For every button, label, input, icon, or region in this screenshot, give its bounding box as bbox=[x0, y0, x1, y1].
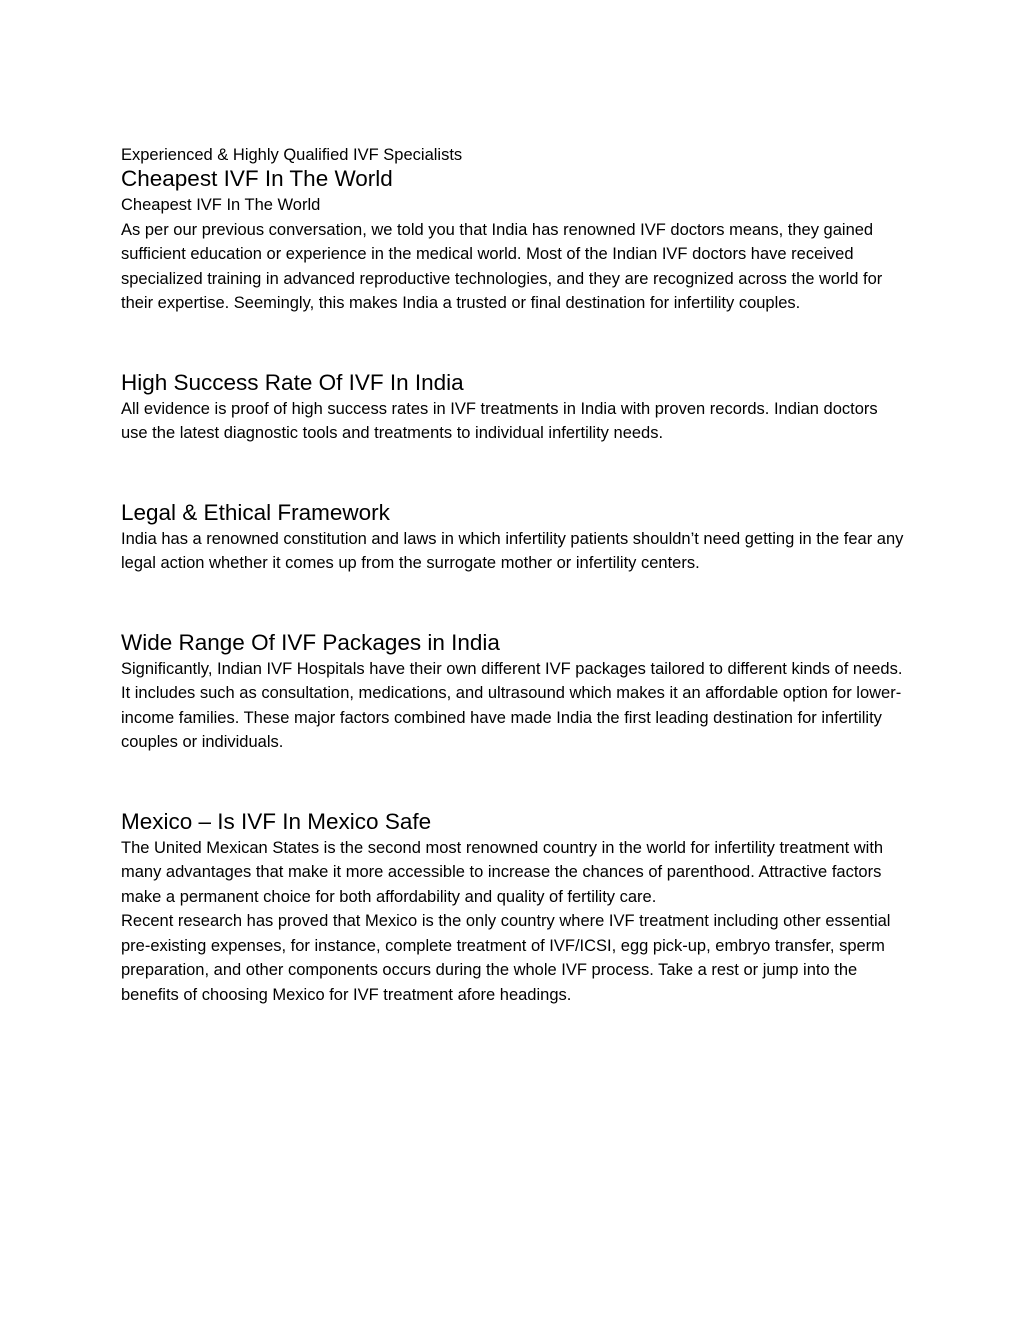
section-cheapest-ivf bbox=[121, 165, 906, 316]
intro-line: Experienced & Highly Qualified IVF Specialists bbox=[121, 146, 463, 164]
paragraph: As per our previous conversation, we told you that India has renowned IVF doctors means, they gained sufficient education or experience in the medical world. Most of the Indian IVF doctors have received specialized training in advanced reproductive technologies, and they are recognized across the world for their expertise. Seemingly, this makes India a trusted or final destination for infertility couples. bbox=[121, 220, 883, 312]
paragraph: Significantly, Indian IVF Hospitals have their own different IVF packages tailored to different kinds of needs. It includes such as consultation, medications, and ultrasound which makes it an affordable option for lower-income families. These major factors combined have made India the first leading destination for infertility couples or individuals. bbox=[121, 659, 903, 751]
paragraph: Recent research has proved that Mexico is the only country where IVF treatment including other essential pre-existing expenses, for instance, complete treatment of IVF/ICSI, egg pick-up, embryo transfer, sperm preparation, and other components occurs during the whole IVF process. Take a rest or jump into the benefits of choosing Mexico for IVF treatment afore headings. bbox=[121, 912, 891, 1004]
section-subheading: Cheapest IVF In The World bbox=[121, 196, 321, 214]
section-mexico bbox=[121, 808, 906, 1008]
section-heading: Cheapest IVF In The World bbox=[121, 166, 393, 191]
paragraph: All evidence is proof of high success rates in IVF treatments in India with proven records. Indian doctors use the latest diagnostic tools and treatments to individual infertility needs. bbox=[121, 399, 878, 442]
section-success-rate bbox=[121, 369, 906, 446]
section-heading: Mexico – Is IVF In Mexico Safe bbox=[121, 808, 432, 834]
paragraph: India has a renowned constitution and laws in which infertility patients shouldn’t need getting in the fear any legal action whether it comes up from the surrogate mother or infertility centers. bbox=[121, 529, 904, 572]
section-heading: High Success Rate Of IVF In India bbox=[121, 369, 464, 395]
section-heading: Legal & Ethical Framework bbox=[121, 499, 390, 525]
section-heading: Wide Range Of IVF Packages in India bbox=[121, 629, 500, 655]
section-legal-framework bbox=[121, 499, 906, 576]
paragraph: The United Mexican States is the second most renowned country in the world for infertility treatment with many advantages that make it more accessible to increase the chances of parenthood. Attractive factors make a permanent choice for both affordability and quality of fertility care. bbox=[121, 838, 884, 906]
section-ivf-packages bbox=[121, 629, 906, 755]
